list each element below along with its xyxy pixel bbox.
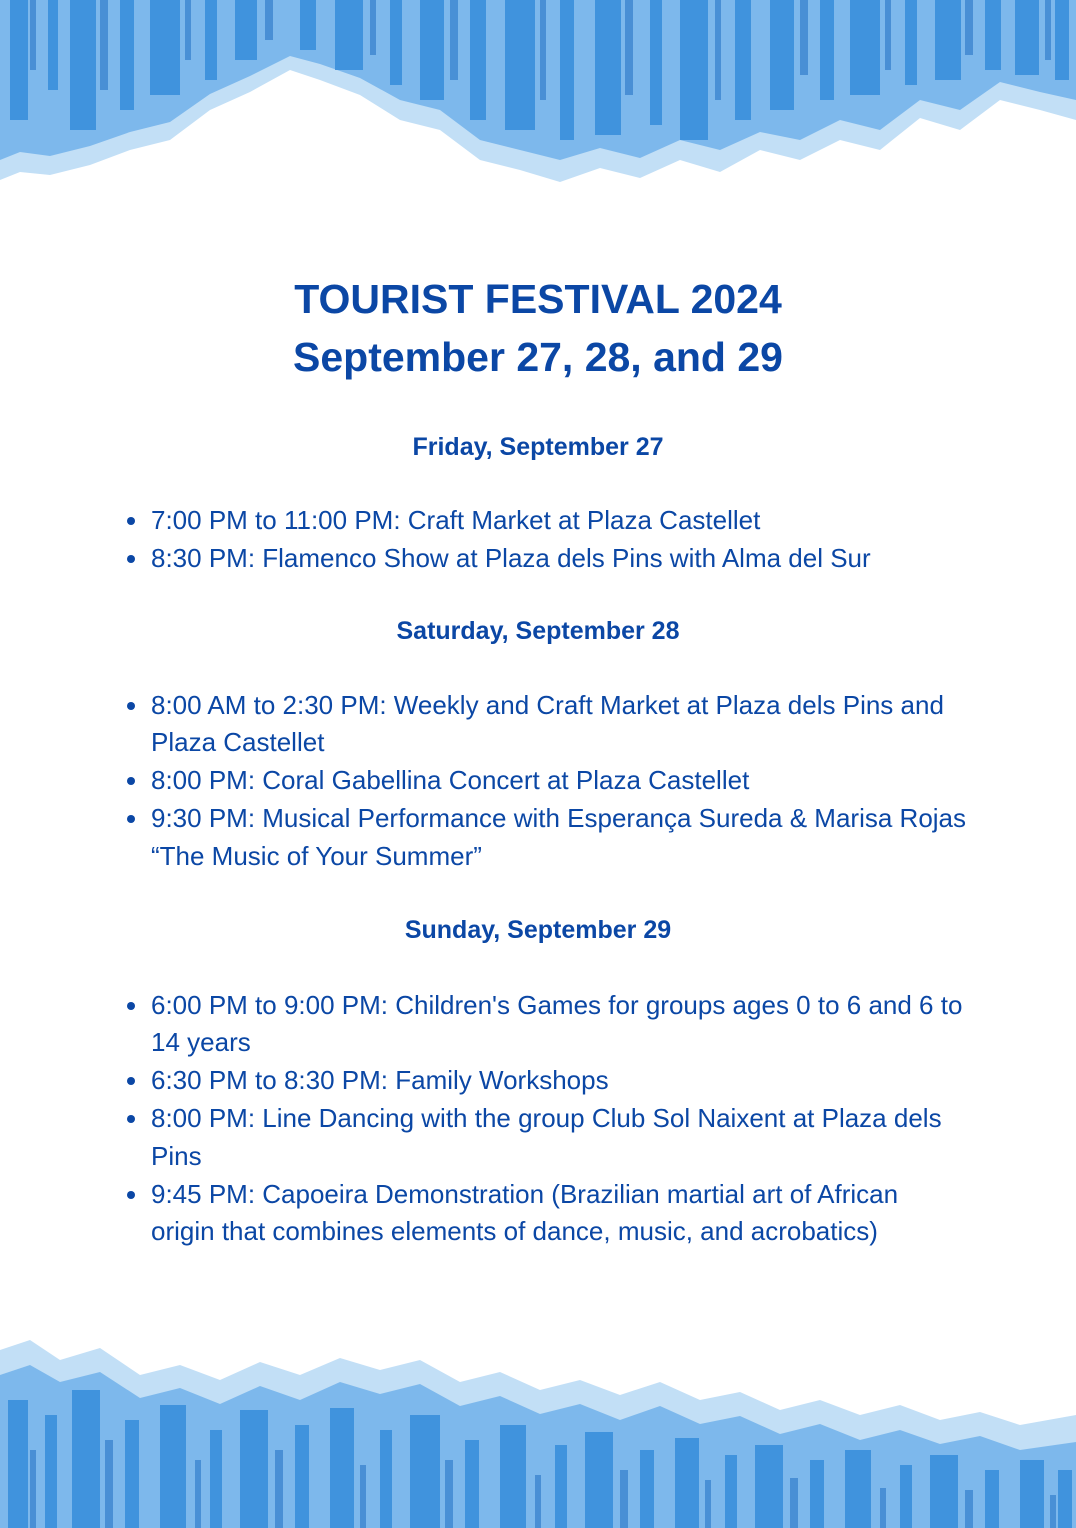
top-ikat-border xyxy=(0,0,1076,220)
list-item: 6:00 PM to 9:00 PM: Children's Games for groups ages 0 to 6 and 6 to 14 years xyxy=(0,987,1076,1063)
list-item: 8:30 PM: Flamenco Show at Plaza dels Pins with Alma del Sur xyxy=(0,540,1076,578)
list-item: 8:00 AM to 2:30 PM: Weekly and Craft Market at Plaza dels Pins and Plaza Castellet xyxy=(0,687,1076,763)
list-item: 9:45 PM: Capoeira Demonstration (Brazilian martial art of African origin that combines elements of dance, music, and acrobatics) xyxy=(0,1176,1076,1252)
page-title: TOURIST FESTIVAL 2024 xyxy=(294,276,782,322)
list-item: 7:00 PM to 11:00 PM: Craft Market at Plaza Castellet xyxy=(0,502,1076,540)
list-item: 8:00 PM: Line Dancing with the group Club Sol Naixent at Plaza dels Pins xyxy=(0,1100,1076,1176)
festival-program xyxy=(0,270,1076,1251)
list-item: 6:30 PM to 8:30 PM: Family Workshops xyxy=(0,1062,1076,1100)
event-list-sunday xyxy=(0,987,1076,1252)
event-list-friday xyxy=(0,502,1076,578)
day-heading-saturday: Saturday, September 28 xyxy=(396,616,680,645)
list-item: 9:30 PM: Musical Performance with Esperança Sureda & Marisa Rojas “The Music of Your Summer” xyxy=(0,800,1076,876)
event-list-saturday xyxy=(0,687,1076,876)
day-heading-friday: Friday, September 27 xyxy=(412,433,664,461)
list-item: 8:00 PM: Coral Gabellina Concert at Plaza Castellet xyxy=(0,762,1076,800)
bottom-ikat-border xyxy=(0,1320,1076,1528)
festival-dates: September 27, 28, and 29 xyxy=(293,334,783,380)
day-heading-sunday: Sunday, September 29 xyxy=(404,915,672,944)
